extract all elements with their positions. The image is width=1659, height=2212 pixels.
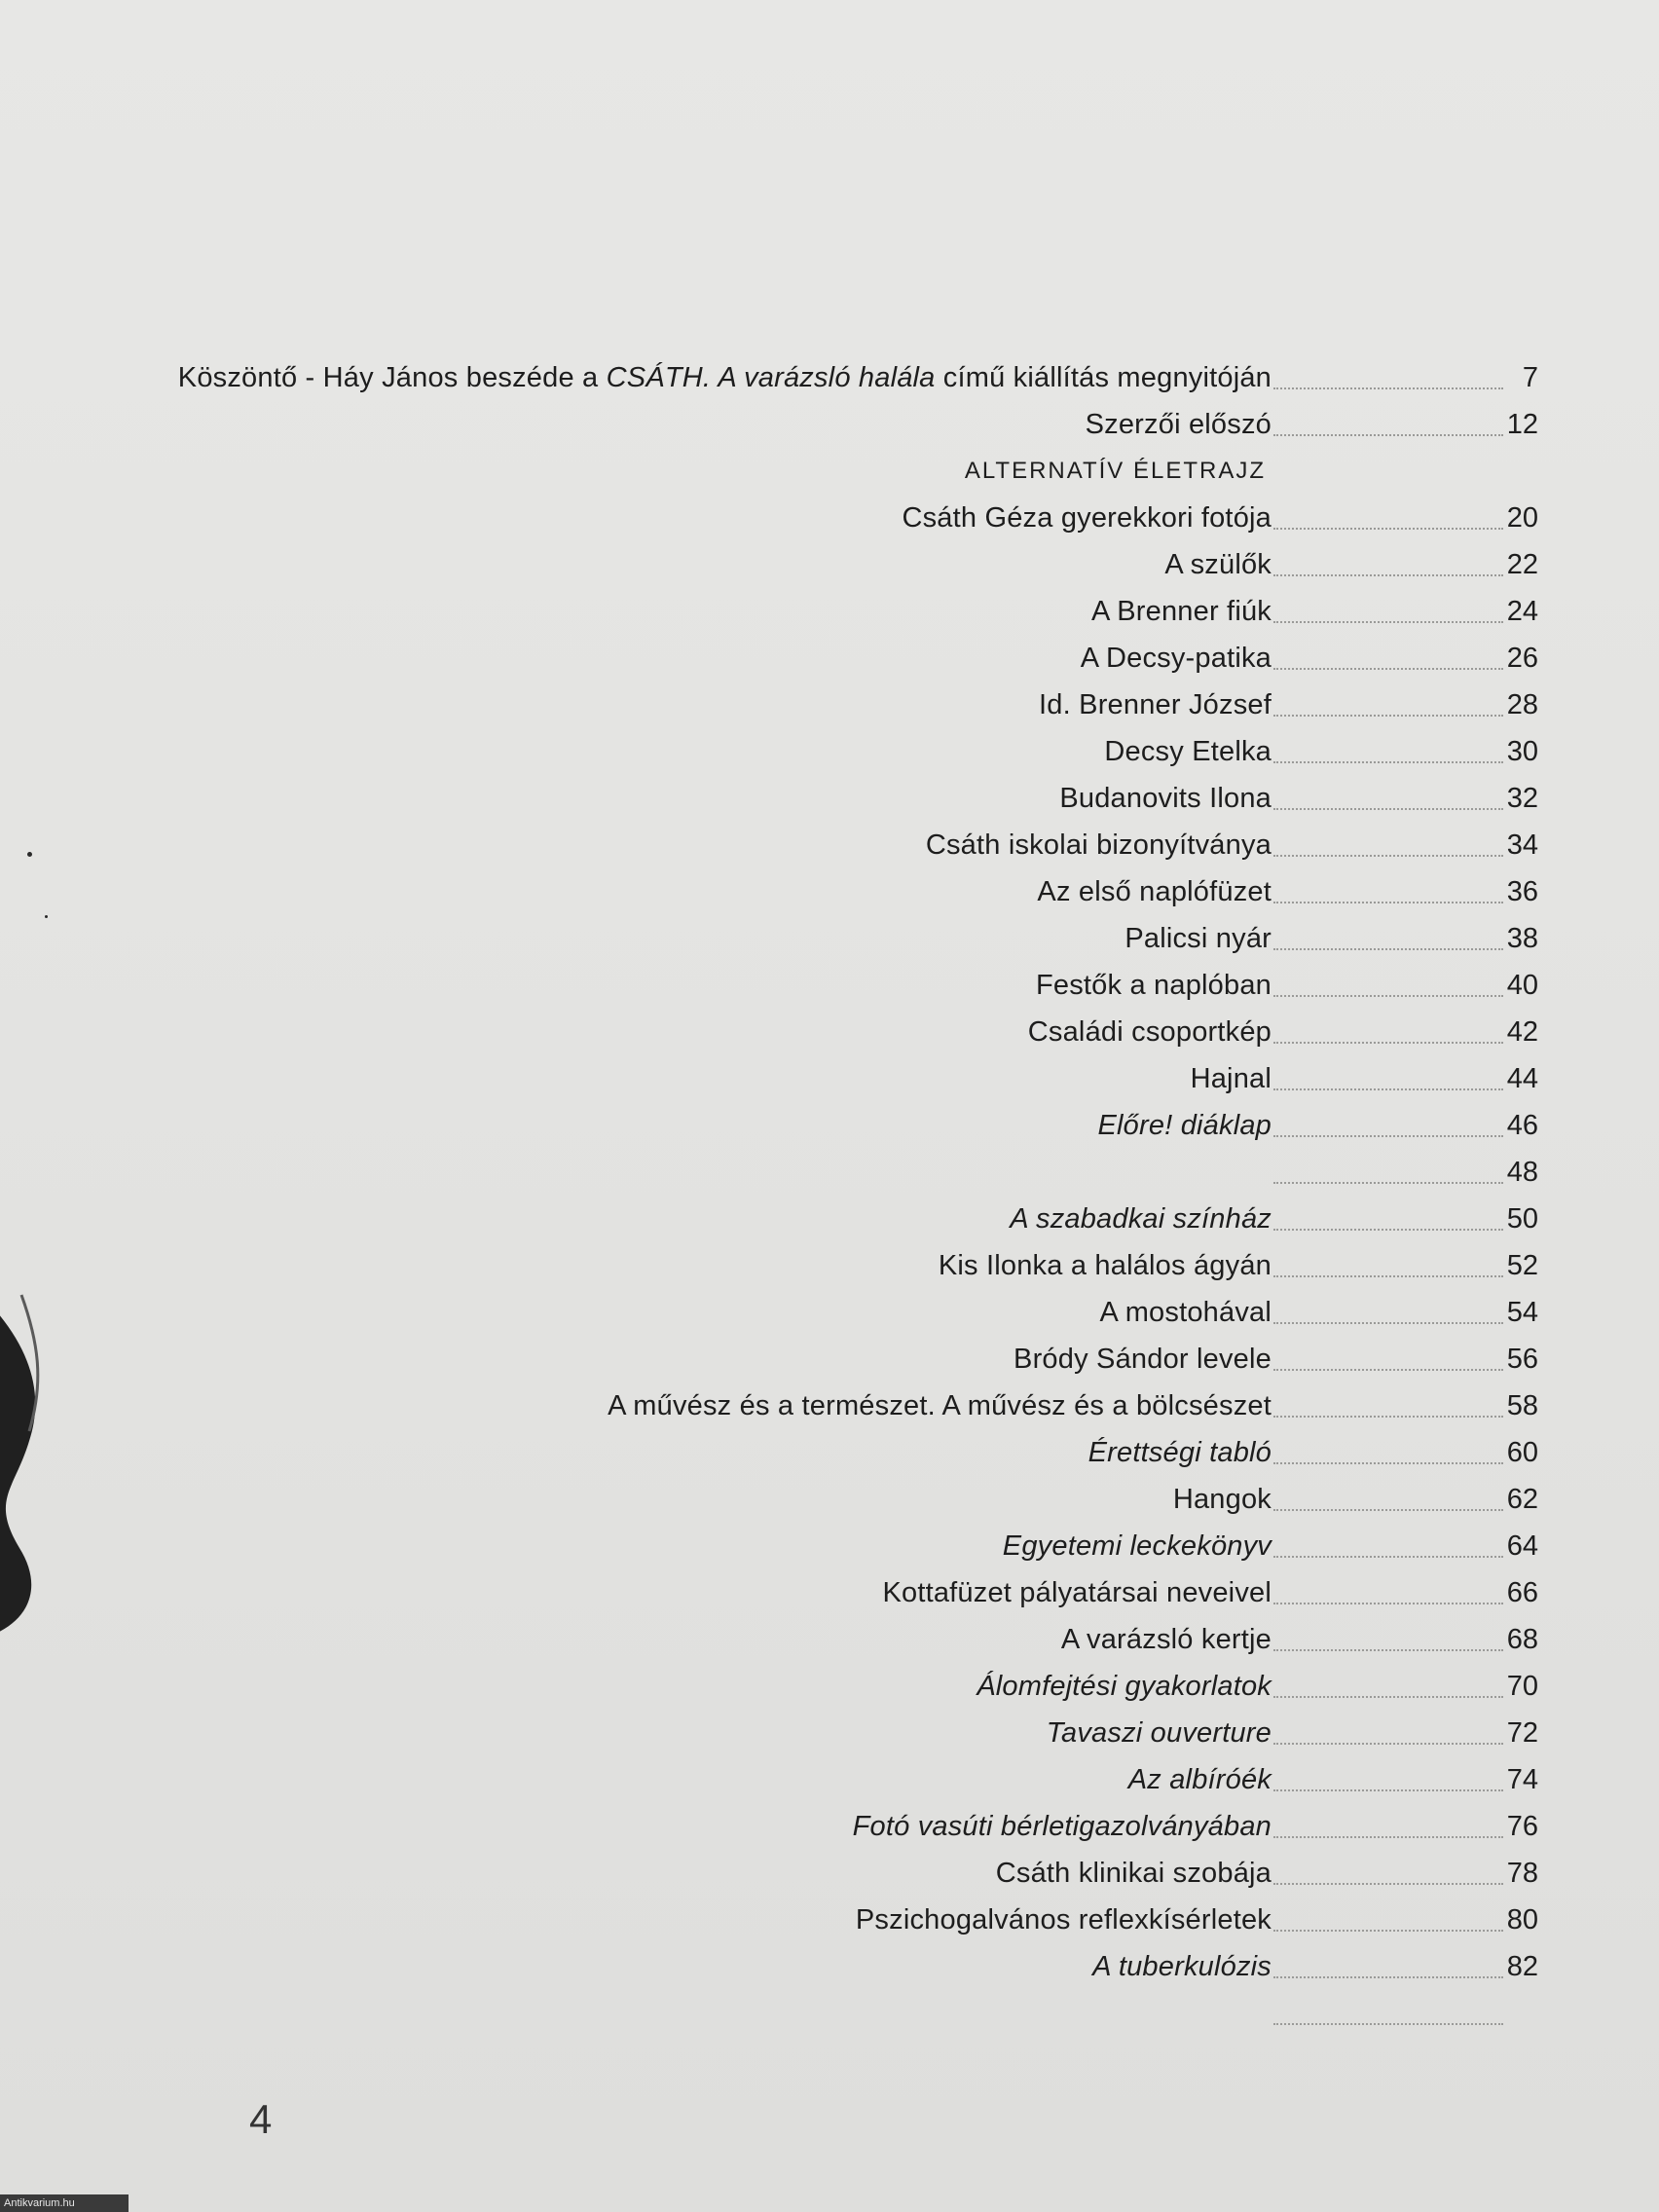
dot-leader <box>1273 1976 1503 1978</box>
toc-entry-title: Bródy Sándor levele <box>1014 1344 1272 1375</box>
toc-entry-title: Kis Ilonka a halálos ágyán <box>938 1250 1272 1281</box>
toc-entry-title: Tavaszi ouverture <box>1046 1717 1272 1749</box>
toc-entry[interactable] <box>0 545 1659 584</box>
dot-leader <box>1273 1275 1503 1277</box>
toc-page-number: 56 <box>1506 1344 1538 1375</box>
toc-page-number: 32 <box>1506 783 1538 814</box>
toc-page-number: 40 <box>1506 970 1538 1001</box>
dot-leader <box>1273 621 1503 623</box>
dot-leader <box>1273 528 1503 530</box>
toc-entry[interactable] <box>0 1059 1659 1098</box>
toc-entry-title: Egyetemi leckekönyv <box>1002 1530 1272 1562</box>
dot-leader <box>1273 668 1503 670</box>
toc-entry-title: A Decsy-patika <box>1080 643 1272 674</box>
dot-leader <box>1273 1649 1503 1651</box>
dot-leader <box>1273 1042 1503 1044</box>
toc-entry-title: A Brenner fiúk <box>1091 596 1272 627</box>
dot-leader <box>1273 995 1503 997</box>
toc-entry[interactable] <box>0 779 1659 818</box>
toc-entry[interactable] <box>0 1246 1659 1285</box>
toc-entry-title: Az első naplófüzet <box>1037 876 1272 907</box>
toc-entry-title: Csáth Géza gyerekkori fotója <box>902 502 1272 534</box>
toc-entry[interactable] <box>0 592 1659 631</box>
toc-page-number: 12 <box>1506 409 1538 440</box>
toc-page-number: 22 <box>1506 549 1538 580</box>
toc-page-number: 42 <box>1506 1016 1538 1048</box>
toc-page-number: 70 <box>1506 1671 1538 1702</box>
section-heading-row <box>0 452 1659 491</box>
toc-page-number: 78 <box>1506 1858 1538 1889</box>
toc-page-number: 26 <box>1506 643 1538 674</box>
toc-entry-title: Fotó vasúti bérletigazolványában <box>852 1811 1272 1842</box>
toc-entry[interactable] <box>0 1340 1659 1379</box>
page-folio-number: 4 <box>249 2096 273 2142</box>
dot-leader <box>1273 2023 1503 2025</box>
toc-page-number: 24 <box>1506 596 1538 627</box>
dot-leader <box>1273 387 1503 389</box>
toc-entry[interactable] <box>0 1527 1659 1566</box>
toc-entry-title: Pszichogalvános reflexkísérletek <box>855 1904 1272 1936</box>
toc-entry[interactable] <box>0 1620 1659 1659</box>
toc-page-number: 34 <box>1506 830 1538 861</box>
toc-page-number: 30 <box>1506 736 1538 767</box>
toc-entry[interactable] <box>0 1854 1659 1893</box>
toc-entry[interactable] <box>0 1573 1659 1612</box>
toc-entry-title: A varázsló kertje <box>1060 1624 1272 1655</box>
dot-leader <box>1273 1182 1503 1184</box>
toc-entry[interactable] <box>0 1433 1659 1472</box>
toc-entry-title: Decsy Etelka <box>1104 736 1272 767</box>
dot-leader <box>1273 1603 1503 1604</box>
toc-entry-title: Hangok <box>1172 1484 1272 1515</box>
toc-page-number: 52 <box>1506 1250 1538 1281</box>
toc-entry-title: Köszöntő - Háy János beszéde a CSÁTH. A varázsló halála című kiállítás megnyitóján <box>177 362 1272 393</box>
dot-leader <box>1273 808 1503 810</box>
toc-entry-title: A tuberkulózis <box>1092 1951 1272 1982</box>
toc-entry[interactable] <box>0 966 1659 1005</box>
toc-entry[interactable] <box>0 872 1659 911</box>
toc-entry-title: Budanovits Ilona <box>1059 783 1272 814</box>
toc-entry[interactable] <box>0 1199 1659 1238</box>
toc-page-number: 66 <box>1506 1577 1538 1608</box>
toc-entry[interactable] <box>0 1994 1659 2033</box>
toc-entry[interactable] <box>0 1386 1659 1425</box>
toc-entry[interactable] <box>0 1293 1659 1332</box>
dot-leader <box>1273 434 1503 436</box>
toc-entry[interactable] <box>0 1013 1659 1051</box>
toc-entry-title: Szerzői előszó <box>1085 409 1272 440</box>
dot-leader <box>1273 1509 1503 1511</box>
toc-page-number: 54 <box>1506 1297 1538 1328</box>
toc-page-number: 60 <box>1506 1437 1538 1468</box>
toc-page-number: 76 <box>1506 1811 1538 1842</box>
toc-page-number: 36 <box>1506 876 1538 907</box>
toc-entry[interactable] <box>0 1106 1659 1145</box>
toc-page-number: 50 <box>1506 1203 1538 1235</box>
dot-leader <box>1273 1416 1503 1418</box>
toc-entry-title: A szülők <box>1164 549 1272 580</box>
toc-page-number: 46 <box>1506 1110 1538 1141</box>
dot-leader <box>1273 855 1503 857</box>
dot-leader <box>1273 1696 1503 1698</box>
dot-leader <box>1273 1883 1503 1885</box>
toc-page-number: 82 <box>1506 1951 1538 1982</box>
dot-leader <box>1273 1836 1503 1838</box>
toc-entry[interactable] <box>0 1667 1659 1706</box>
toc-entry[interactable] <box>0 685 1659 724</box>
dot-leader <box>1273 1930 1503 1932</box>
toc-entry[interactable] <box>0 498 1659 537</box>
toc-page-number: 48 <box>1506 1157 1538 1188</box>
toc-entry[interactable] <box>0 1760 1659 1799</box>
toc-page-number: 44 <box>1506 1063 1538 1094</box>
dot-leader <box>1273 1743 1503 1745</box>
toc-entry-title: Érettségi tabló <box>1088 1437 1272 1468</box>
toc-entry[interactable] <box>0 1900 1659 1939</box>
toc-entry[interactable] <box>0 358 1659 397</box>
toc-entry[interactable] <box>0 639 1659 678</box>
toc-entry-title: Az albíróék <box>1127 1764 1272 1795</box>
toc-page-number: 38 <box>1506 923 1538 954</box>
dot-leader <box>1273 1462 1503 1464</box>
toc-entry[interactable] <box>0 1480 1659 1519</box>
dot-leader <box>1273 902 1503 903</box>
toc-entry-title: Palicsi nyár <box>1124 923 1272 954</box>
toc-entry[interactable] <box>0 405 1659 444</box>
toc-page-number: 28 <box>1506 689 1538 720</box>
toc-entry[interactable] <box>0 919 1659 958</box>
dot-leader <box>1273 1135 1503 1137</box>
toc-entry[interactable] <box>0 1947 1659 1986</box>
toc-page-number: 68 <box>1506 1624 1538 1655</box>
toc-entry-title: Családi csoportkép <box>1027 1016 1272 1048</box>
toc-entry-title: Kottafüzet pályatársai neveivel <box>882 1577 1272 1608</box>
toc-entry[interactable] <box>0 1714 1659 1752</box>
toc-page-number: 64 <box>1506 1530 1538 1562</box>
watermark: Antikvarium.hu <box>0 2194 129 2212</box>
toc-page-number: 80 <box>1506 1904 1538 1936</box>
dot-leader <box>1273 574 1503 576</box>
toc-page-number: 7 <box>1522 362 1538 393</box>
dot-leader <box>1273 1556 1503 1558</box>
toc-entry-title: Csáth iskolai bizonyítványa <box>925 830 1272 861</box>
dot-leader <box>1273 1789 1503 1791</box>
dot-leader <box>1273 1229 1503 1231</box>
toc-page-number: 20 <box>1506 502 1538 534</box>
dot-leader <box>1273 1369 1503 1371</box>
toc-entry-title: Álomfejtési gyakorlatok <box>977 1671 1272 1702</box>
toc-page-number: 72 <box>1506 1717 1538 1749</box>
dot-leader <box>1273 948 1503 950</box>
toc-entry[interactable] <box>0 1807 1659 1846</box>
toc-entry-title: A művész és a természet. A művész és a bölcsészet <box>608 1390 1272 1421</box>
toc-page-number: 58 <box>1506 1390 1538 1421</box>
dot-leader <box>1273 1322 1503 1324</box>
dot-leader <box>1273 1088 1503 1090</box>
toc-page-number: 62 <box>1506 1484 1538 1515</box>
toc-entry[interactable] <box>0 1153 1659 1192</box>
toc-entry-title: Csáth klinikai szobája <box>995 1858 1272 1889</box>
toc-entry[interactable] <box>0 732 1659 771</box>
toc-entry-title: A szabadkai színház <box>1010 1203 1272 1235</box>
toc-entry-title: Hajnal <box>1190 1063 1272 1094</box>
toc-entry-title: Id. Brenner József <box>1039 689 1272 720</box>
dot-leader <box>1273 715 1503 717</box>
toc-entry-title: A mostohával <box>1099 1297 1272 1328</box>
toc-entry-title: Festők a naplóban <box>1035 970 1272 1001</box>
dot-leader <box>1273 761 1503 763</box>
toc-entry-title: Előre! diáklap <box>1097 1110 1272 1141</box>
toc-entry[interactable] <box>0 826 1659 865</box>
section-heading: ALTERNATÍV ÉLETRAJZ <box>964 458 1266 484</box>
toc-page-number: 74 <box>1506 1764 1538 1795</box>
